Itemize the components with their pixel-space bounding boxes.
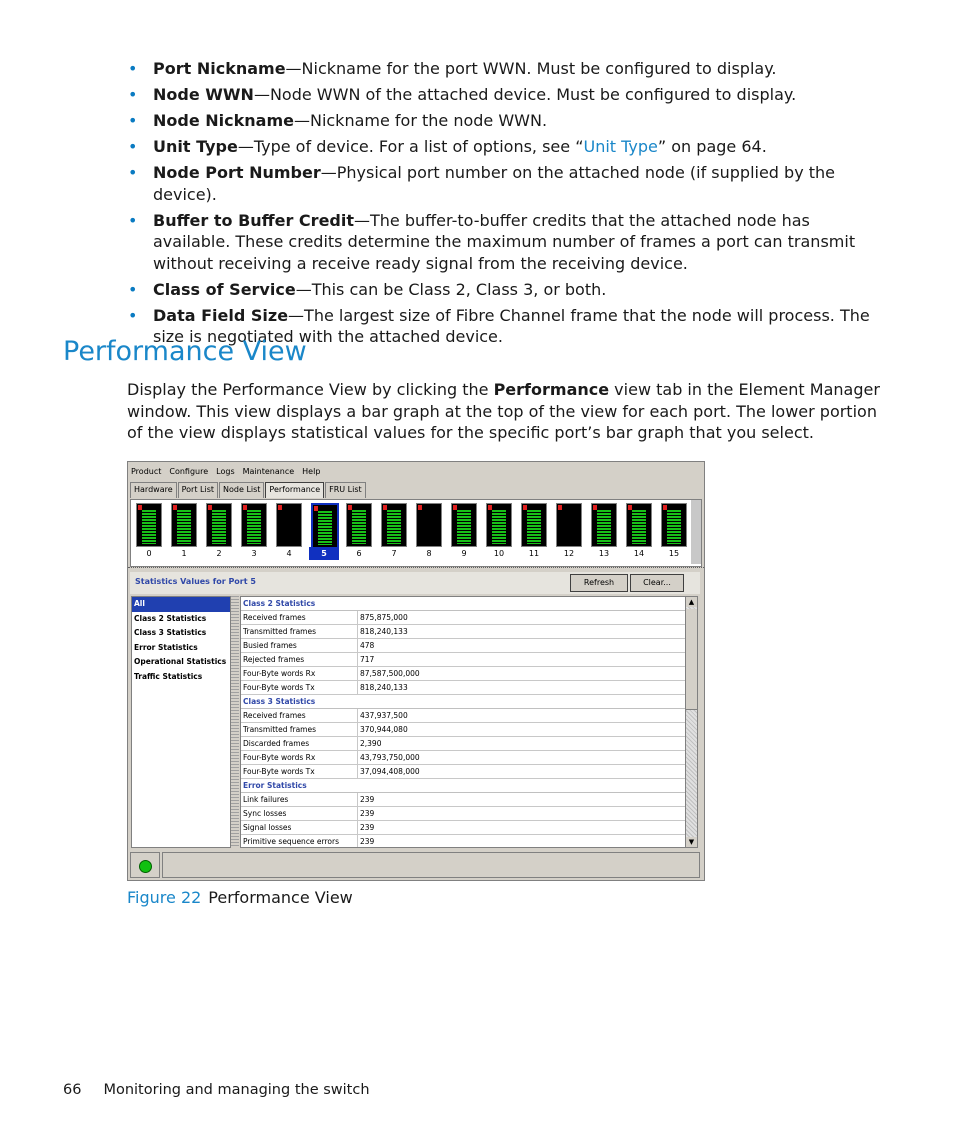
stat-value: 437,937,500 bbox=[360, 711, 408, 720]
stat-name: Received frames bbox=[241, 709, 358, 722]
port-number: 7 bbox=[391, 549, 397, 558]
port-number: 6 bbox=[356, 549, 362, 558]
stat-value: 43,793,750,000 bbox=[360, 753, 420, 762]
table-row bbox=[241, 611, 685, 625]
port-number: 4 bbox=[286, 549, 292, 558]
table-row bbox=[241, 653, 685, 667]
stat-name: Transmitted frames bbox=[241, 723, 358, 736]
table-row bbox=[241, 737, 685, 751]
port-number: 8 bbox=[426, 549, 432, 558]
bullet-text: —Physical port number on the attached node (if supplied by the device). bbox=[153, 163, 836, 204]
chapter-title: Monitoring and managing the switch bbox=[103, 1082, 370, 1098]
port-bar-fill bbox=[492, 510, 506, 544]
port-bar-fill bbox=[352, 510, 366, 544]
stat-name: Four-Byte words Tx bbox=[241, 765, 358, 778]
refresh-button[interactable]: Refresh bbox=[570, 574, 628, 592]
bullet-term: Node Port Number bbox=[153, 163, 321, 182]
table-row bbox=[241, 821, 685, 835]
pane-splitter[interactable] bbox=[231, 596, 239, 846]
port-number: 5 bbox=[309, 547, 339, 560]
menu-item-logs[interactable]: Logs bbox=[216, 466, 235, 476]
bullet-term: Unit Type bbox=[153, 137, 238, 156]
bullet-icon: • bbox=[128, 111, 138, 130]
bullet-icon: • bbox=[128, 85, 138, 104]
port-alert-icon bbox=[418, 505, 422, 510]
stat-value: 818,240,133 bbox=[360, 627, 408, 636]
stat-value: 478 bbox=[360, 641, 375, 650]
port-number: 0 bbox=[146, 549, 152, 558]
view-tabs bbox=[130, 482, 367, 498]
port-graph-13[interactable] bbox=[589, 503, 619, 561]
bullet-icon: • bbox=[128, 210, 138, 230]
port-graph-6[interactable] bbox=[344, 503, 374, 561]
bullet-item bbox=[128, 162, 888, 205]
bullet-text: —Nickname for the port WWN. Must be configured to display. bbox=[285, 59, 777, 78]
stat-value: 87,587,500,000 bbox=[360, 669, 420, 678]
port-graph-4[interactable] bbox=[274, 503, 304, 561]
figure-label: Figure 22 bbox=[127, 888, 202, 907]
table-row bbox=[241, 835, 685, 848]
tab-port-list[interactable]: Port List bbox=[178, 482, 218, 498]
status-field bbox=[162, 852, 700, 878]
bullet-item bbox=[128, 110, 888, 132]
bullet-text: —The largest size of Fibre Channel frame that the node will process. The size is negotiated with the attached device. bbox=[153, 305, 870, 346]
port-alert-icon bbox=[558, 505, 562, 510]
status-indicator bbox=[130, 852, 160, 878]
stat-value: 370,944,080 bbox=[360, 725, 408, 734]
port-bar-frame bbox=[241, 503, 267, 547]
port-number: 1 bbox=[181, 549, 187, 558]
table-row bbox=[241, 667, 685, 681]
stat-name: Busied frames bbox=[241, 639, 358, 652]
port-bar-frame bbox=[591, 503, 617, 547]
statistics-table bbox=[240, 596, 686, 848]
bullet-term: Data Field Size bbox=[153, 305, 289, 325]
port-bar-fill bbox=[387, 510, 401, 544]
menu-item-configure[interactable]: Configure bbox=[169, 466, 209, 476]
port-number: 12 bbox=[563, 549, 575, 558]
bullet-text: —Type of device. For a list of options, see “ bbox=[237, 137, 584, 156]
port-bar-fill bbox=[667, 510, 681, 544]
scroll-up-icon[interactable]: ▲ bbox=[686, 597, 697, 607]
table-row bbox=[241, 625, 685, 639]
stat-value: 239 bbox=[360, 837, 375, 846]
bullet-term: Port Nickname bbox=[153, 59, 286, 78]
bullet-text: —The buffer-to-buffer credits that the attached node has available. These credits determine the maximum number of frames a port can transmit without receiving a receive ready signal from the receiving device. bbox=[153, 210, 856, 273]
intro-paragraph bbox=[127, 379, 887, 444]
stat-value: 818,240,133 bbox=[360, 683, 408, 692]
port-number: 15 bbox=[668, 549, 680, 558]
bullet-term: Node WWN bbox=[153, 85, 254, 104]
tab-hardware[interactable]: Hardware bbox=[130, 482, 177, 498]
category-item[interactable]: Class 2 Statistics bbox=[134, 613, 207, 623]
menu-item-product[interactable]: Product bbox=[131, 466, 162, 476]
port-bar-fill bbox=[597, 510, 611, 544]
stat-name: Four-Byte words Rx bbox=[241, 751, 358, 764]
port-number: 2 bbox=[216, 549, 222, 558]
statistics-category-list bbox=[131, 596, 231, 848]
port-bar-frame bbox=[206, 503, 232, 547]
stat-name: Transmitted frames bbox=[241, 625, 358, 638]
port-number: 11 bbox=[528, 549, 540, 558]
table-row bbox=[241, 807, 685, 821]
port-bar-frame bbox=[661, 503, 687, 547]
bullet-item bbox=[128, 136, 888, 158]
port-bar-fill bbox=[632, 510, 646, 544]
port-bar-frame bbox=[556, 503, 582, 547]
figure-caption bbox=[127, 888, 353, 907]
category-item[interactable]: Operational Statistics bbox=[134, 657, 227, 666]
stat-name: Primitive sequence errors bbox=[241, 835, 358, 848]
stat-value: 2,390 bbox=[360, 739, 382, 748]
port-bar-frame bbox=[416, 503, 442, 547]
port-graph-1[interactable] bbox=[169, 503, 199, 561]
port-bar-frame bbox=[451, 503, 477, 547]
bullet-icon: • bbox=[128, 305, 138, 325]
port-bar-frame bbox=[171, 503, 197, 547]
bullet-icon: • bbox=[128, 163, 138, 182]
intro-bold: Performance bbox=[493, 380, 610, 399]
stat-name: Received frames bbox=[241, 611, 358, 624]
port-number: 10 bbox=[493, 549, 505, 558]
port-graph-3[interactable] bbox=[239, 503, 269, 561]
bullet-item bbox=[128, 58, 888, 80]
stat-name: Four-Byte words Tx bbox=[241, 681, 358, 694]
bullet-text: —Nickname for the node WWN. bbox=[293, 111, 548, 130]
menu-item-maintenance[interactable]: Maintenance bbox=[242, 466, 295, 476]
bullet-item bbox=[128, 84, 888, 106]
port-graph-0[interactable] bbox=[134, 503, 164, 561]
category-item[interactable]: Class 3 Statistics bbox=[134, 628, 207, 637]
port-number: 3 bbox=[251, 549, 257, 558]
stat-name: Link failures bbox=[241, 793, 358, 806]
stat-value: 37,094,408,000 bbox=[360, 767, 420, 776]
bullet-item bbox=[128, 279, 888, 301]
port-graph-12[interactable] bbox=[554, 503, 584, 561]
port-graph-8[interactable] bbox=[414, 503, 444, 561]
stat-value: 717 bbox=[360, 655, 375, 664]
bullet-term: Node Nickname bbox=[153, 111, 294, 130]
unit-type-link[interactable]: Unit Type bbox=[583, 137, 658, 156]
bullet-term: Class of Service bbox=[153, 279, 296, 299]
stats-section-title: Class 2 Statistics bbox=[241, 597, 685, 611]
statistics-scrollbar[interactable] bbox=[685, 596, 698, 848]
category-item[interactable]: All bbox=[132, 597, 230, 612]
port-graph-15[interactable] bbox=[659, 503, 689, 561]
port-bar-fill bbox=[457, 510, 471, 544]
bullet-term: Buffer to Buffer Credit bbox=[153, 210, 354, 230]
port-graph-2[interactable] bbox=[204, 503, 234, 561]
bullet-icon: • bbox=[128, 137, 138, 156]
bullet-text: —This can be Class 2, Class 3, or both. bbox=[295, 279, 607, 299]
figure-title: Performance View bbox=[208, 888, 353, 907]
menu-bar bbox=[128, 462, 704, 480]
port-bar-frame bbox=[521, 503, 547, 547]
table-row bbox=[241, 793, 685, 807]
port-bar-fill bbox=[318, 511, 332, 545]
scroll-thumb[interactable] bbox=[686, 609, 697, 710]
stat-name: Sync losses bbox=[241, 807, 358, 820]
port-alert-icon bbox=[278, 505, 282, 510]
bullet-text: —Node WWN of the attached device. Must be configured to display. bbox=[253, 85, 797, 104]
port-bar-frame bbox=[276, 503, 302, 547]
port-bar-frame bbox=[486, 503, 512, 547]
page-number: 66 bbox=[63, 1082, 82, 1098]
port-number: 14 bbox=[633, 549, 645, 558]
table-row bbox=[241, 709, 685, 723]
stat-value: 239 bbox=[360, 795, 375, 804]
clear-button[interactable]: Clear... bbox=[630, 574, 684, 592]
bullet-icon: • bbox=[128, 59, 138, 78]
stats-section-title: Error Statistics bbox=[241, 779, 685, 793]
performance-view-screenshot bbox=[127, 461, 705, 881]
stats-section-title: Class 3 Statistics bbox=[241, 695, 685, 709]
bullet-icon: • bbox=[128, 279, 138, 299]
intro-text: Display the Performance View by clicking the bbox=[127, 380, 494, 399]
port-bar-frame bbox=[311, 503, 339, 549]
port-graph-5[interactable] bbox=[309, 503, 339, 561]
scroll-down-icon[interactable]: ▼ bbox=[686, 837, 697, 847]
category-item[interactable]: Error Statistics bbox=[134, 642, 198, 652]
port-bar-frame bbox=[136, 503, 162, 547]
statistics-title: Statistics Values for Port 5 bbox=[135, 577, 256, 586]
table-row bbox=[241, 681, 685, 695]
port-bar-fill bbox=[177, 510, 191, 544]
intro-text-end: view tab in the Element Manager window. This view displays a bar graph at the top of the view for each port. The lower portion of the view displays statistical values for the specific port’s bar graph that you select. bbox=[127, 380, 880, 442]
page-footer bbox=[63, 1082, 370, 1098]
status-led-icon bbox=[139, 860, 152, 873]
field-bullet-list bbox=[128, 58, 888, 352]
category-item[interactable]: Traffic Statistics bbox=[134, 671, 203, 681]
bullet-item bbox=[128, 210, 888, 275]
tab-node-list[interactable]: Node List bbox=[219, 482, 264, 498]
statistics-header bbox=[130, 572, 700, 594]
port-graph-7[interactable] bbox=[379, 503, 409, 561]
port-bar-fill bbox=[142, 510, 156, 544]
port-bar-frame bbox=[346, 503, 372, 547]
tab-performance[interactable]: Performance bbox=[265, 482, 324, 498]
stat-name: Discarded frames bbox=[241, 737, 358, 750]
stat-value: 239 bbox=[360, 809, 375, 818]
port-graph-9[interactable] bbox=[449, 503, 479, 561]
port-bar-graphs bbox=[130, 499, 702, 567]
port-graph-11[interactable] bbox=[519, 503, 549, 561]
stat-name: Four-Byte words Rx bbox=[241, 667, 358, 680]
stat-name: Signal losses bbox=[241, 821, 358, 834]
table-row bbox=[241, 639, 685, 653]
section-heading: Performance View bbox=[63, 336, 307, 367]
port-graph-10[interactable] bbox=[484, 503, 514, 561]
table-row bbox=[241, 751, 685, 765]
bullet-text-end: ” on page 64. bbox=[657, 137, 767, 156]
status-bar bbox=[130, 852, 700, 878]
port-bar-frame bbox=[626, 503, 652, 547]
port-bar-fill bbox=[527, 510, 541, 544]
port-graph-14[interactable] bbox=[624, 503, 654, 561]
port-bar-fill bbox=[247, 510, 261, 544]
table-row bbox=[241, 765, 685, 779]
port-number: 9 bbox=[461, 549, 467, 558]
port-strip-scrollbar[interactable] bbox=[691, 500, 701, 564]
port-bar-fill bbox=[212, 510, 226, 544]
stat-name: Rejected frames bbox=[241, 653, 358, 666]
port-number: 13 bbox=[598, 549, 610, 558]
menu-item-help[interactable]: Help bbox=[302, 466, 321, 476]
stat-value: 239 bbox=[360, 823, 375, 832]
table-row bbox=[241, 723, 685, 737]
port-bar-frame bbox=[381, 503, 407, 547]
tab-fru-list[interactable]: FRU List bbox=[325, 482, 366, 498]
stat-value: 875,875,000 bbox=[360, 613, 408, 622]
